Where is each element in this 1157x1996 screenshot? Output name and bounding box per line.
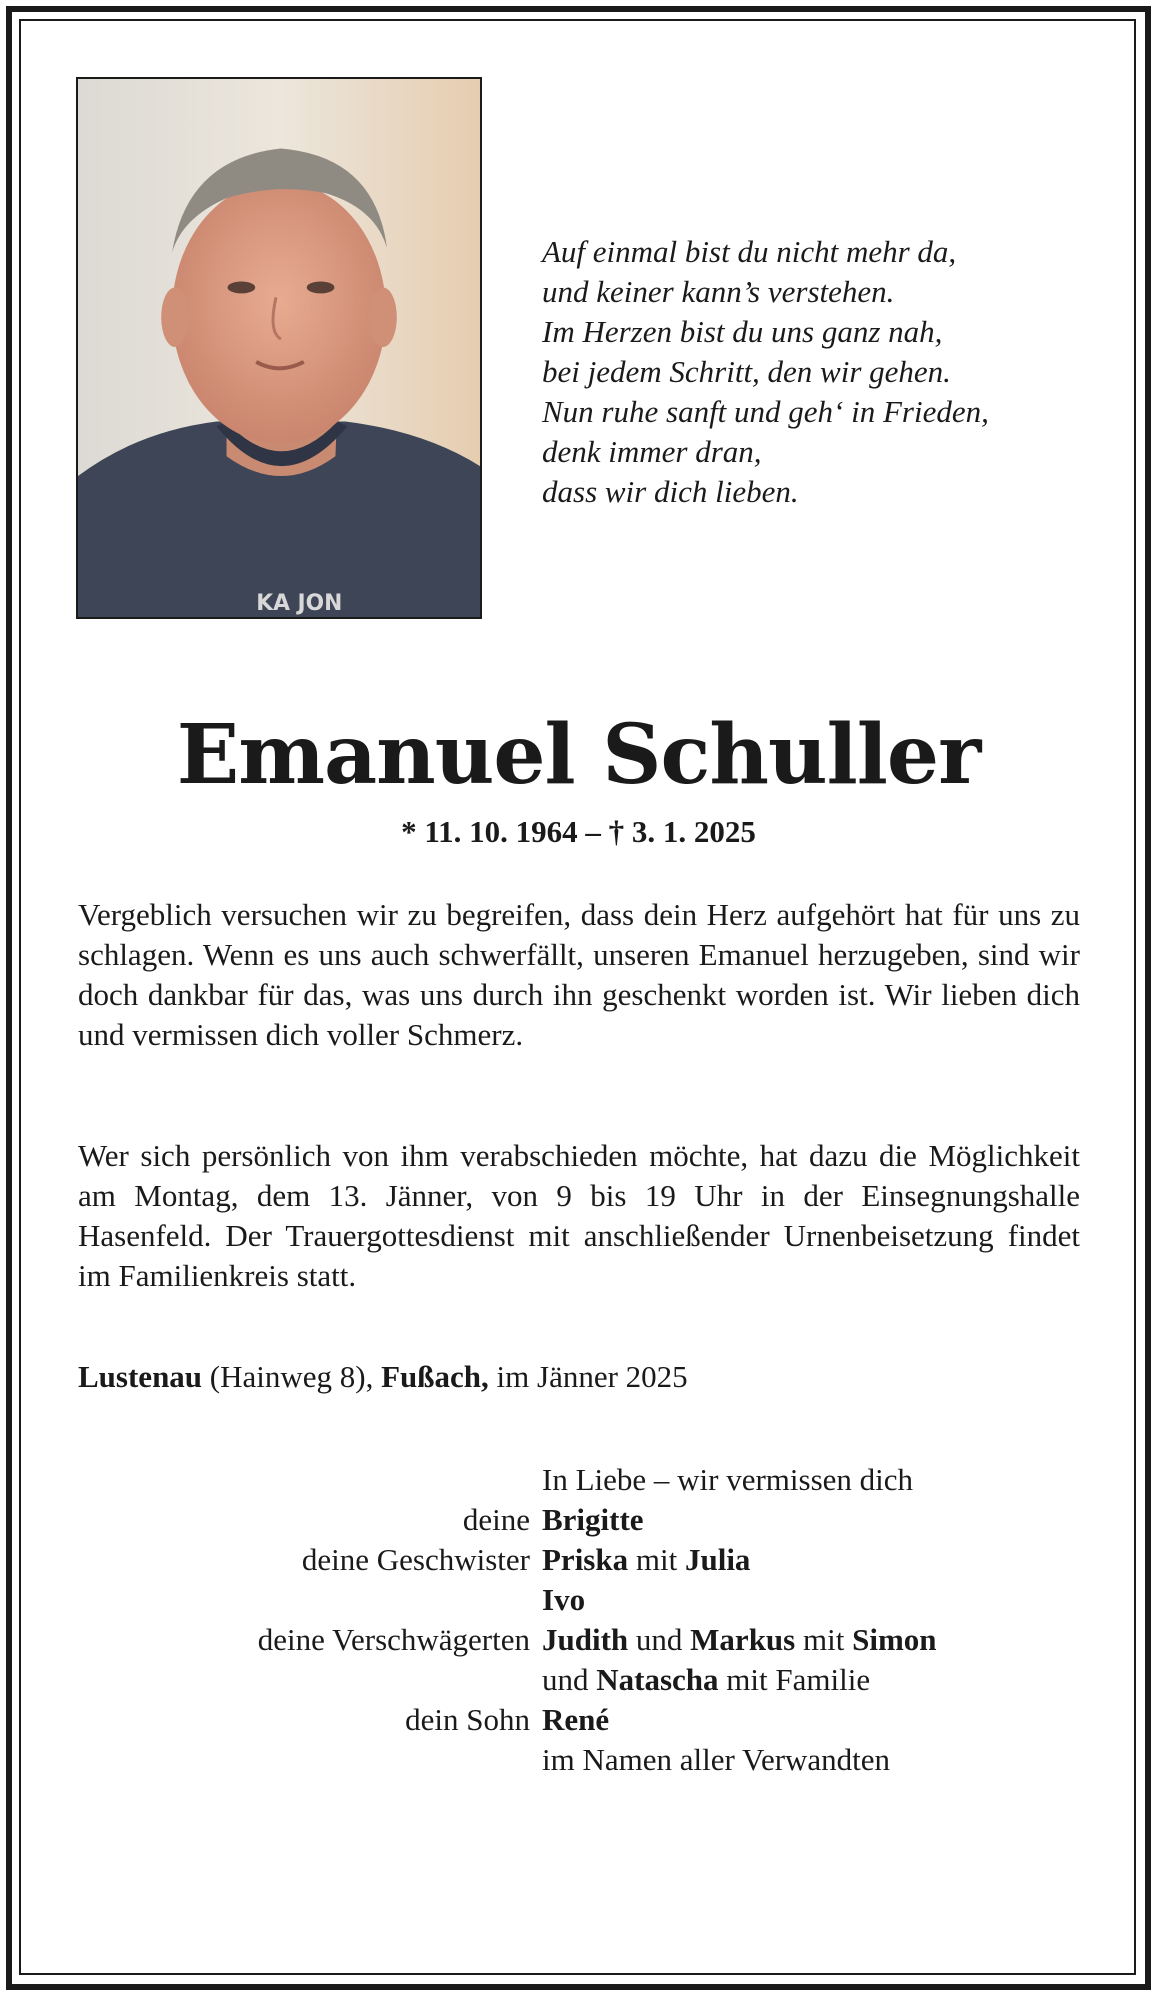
family-names xyxy=(542,1580,585,1620)
life-dates: * 11. 10. 1964 – † 3. 1. 2025 xyxy=(401,814,756,849)
family-names xyxy=(542,1500,644,1540)
family-signatures xyxy=(78,1460,1118,1780)
location-line xyxy=(78,1357,1080,1397)
poem-line: und keiner kann’s verstehen. xyxy=(542,274,895,309)
svg-text:KA JON: KA JON xyxy=(256,591,343,617)
family-member: Simon xyxy=(852,1622,937,1657)
connector: mit Familie xyxy=(718,1662,871,1697)
location-date: im Jänner 2025 xyxy=(488,1359,688,1394)
family-member: Judith xyxy=(542,1622,629,1657)
family-role: deine xyxy=(462,1502,530,1537)
tribute-paragraph: Vergeblich versuchen wir zu begreifen, dass dein Herz aufgehört hat für uns zu schlagen. Wenn es uns auch schwerfällt, unseren Emanuel herzugeben, sind wir doch dankbar für das, was uns durch ihn geschenkt worden ist. Wir lieben dich und vermissen dich voller Schmerz. xyxy=(78,897,1080,1052)
family-member: Ivo xyxy=(542,1582,586,1617)
memorial-poem xyxy=(542,232,1102,512)
connector: mit xyxy=(628,1542,685,1577)
family-row xyxy=(78,1660,1118,1700)
family-role xyxy=(78,1460,542,1500)
family-closing: im Namen aller Verwandten xyxy=(542,1742,891,1777)
location-place: Fußach, xyxy=(381,1359,489,1394)
connector: und xyxy=(542,1662,597,1697)
family-role: deine Verschwägerten xyxy=(257,1622,530,1657)
portrait-photo xyxy=(76,77,482,619)
family-row xyxy=(78,1460,1118,1500)
family-intro: In Liebe – wir vermissen dich xyxy=(542,1462,914,1497)
family-member: Priska xyxy=(542,1542,629,1577)
poem-line: Nun ruhe sanft und geh‘ in Frieden, xyxy=(542,394,989,429)
family-member: Julia xyxy=(684,1542,751,1577)
family-member: Markus xyxy=(690,1622,796,1657)
family-member: Brigitte xyxy=(542,1502,644,1537)
location-address: (Hainweg 8), xyxy=(202,1359,382,1394)
family-names xyxy=(542,1540,750,1580)
family-names xyxy=(542,1700,609,1740)
poem-line: Im Herzen bist du uns ganz nah, xyxy=(542,314,943,349)
family-role xyxy=(78,1660,542,1700)
family-role xyxy=(78,1740,542,1780)
family-row xyxy=(78,1540,1118,1580)
family-member: Natascha xyxy=(596,1662,719,1697)
family-role xyxy=(78,1580,542,1620)
family-role: dein Sohn xyxy=(405,1702,530,1737)
location-place: Lustenau xyxy=(78,1359,203,1394)
family-row xyxy=(78,1700,1118,1740)
poem-line: bei jedem Schritt, den wir gehen. xyxy=(542,354,951,389)
poem-line: dass wir dich lieben. xyxy=(542,474,799,509)
connector: und xyxy=(628,1622,691,1657)
poem-line: denk immer dran, xyxy=(542,434,762,469)
family-names xyxy=(542,1620,937,1660)
family-member: René xyxy=(542,1702,610,1737)
family-row xyxy=(78,1740,1118,1780)
deceased-name: Emanuel Schuller xyxy=(176,707,981,803)
family-names xyxy=(542,1660,870,1700)
family-row xyxy=(78,1580,1118,1620)
connector: mit xyxy=(795,1622,853,1657)
poem-line: Auf einmal bist du nicht mehr da, xyxy=(542,234,957,269)
family-role: deine Geschwister xyxy=(301,1542,530,1577)
family-row xyxy=(78,1500,1118,1540)
family-row xyxy=(78,1620,1118,1660)
farewell-paragraph: Wer sich persönlich von ihm verabschieden möchte, hat dazu die Möglichkeit am Montag, dem 13. Jänner, von 9 bis 19 Uhr in der Einsegnungshalle Hasenfeld. Der Trauergottesdienst mit anschließender Urnenbeisetzung findet im Familienkreis statt. xyxy=(78,1138,1080,1293)
